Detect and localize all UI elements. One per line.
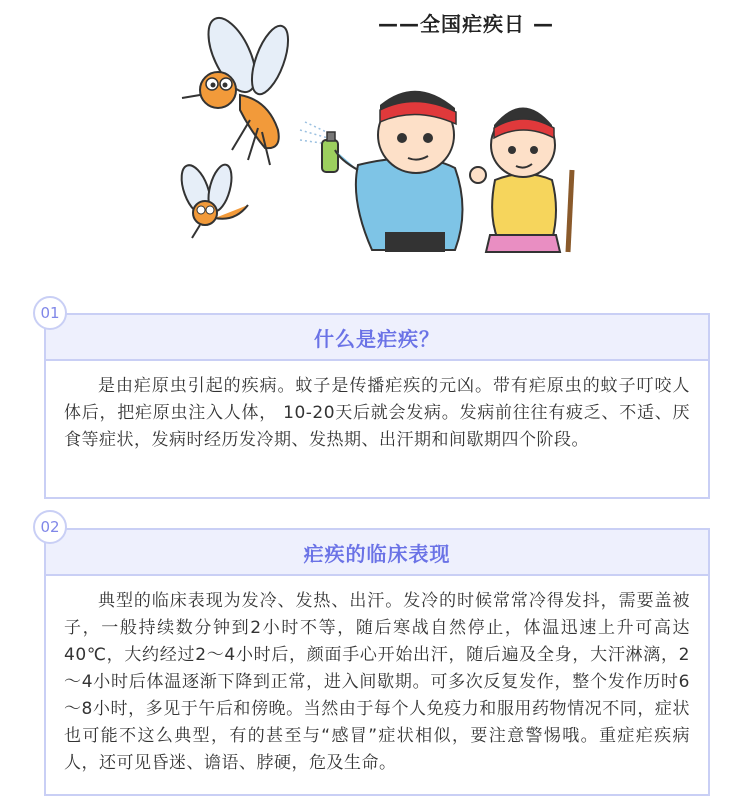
section-header [46, 530, 708, 576]
section-body: 是由疟原虫引起的疾病。蚊子是传播疟疾的元凶。带有疟原虫的蚊子叮咬人体后，把疟原虫注入人体， 10-20天后就会发病。发病前往往有疲乏、不适、厌食等症状，发病时经历发冷期、发热期、出汗期和间歇期四个阶段。 [64, 376, 690, 450]
hero-banner [0, 0, 738, 265]
small-mosquito-icon [176, 161, 248, 238]
hero-title: ——全国疟疾日 — [378, 12, 554, 36]
section-header [46, 315, 708, 361]
section-body: 典型的临床表现为发冷、发热、出汗。发冷的时候常常冷得发抖，需要盖被子，一般持续数分钟到2小时不等，随后寒战自然停止，体温迅速上升可高达40℃，大约经过2～4小时后，颜面手心开始出汗，随后遍及全身，大汗淋漓，2～4小时后体温逐渐下降到正常，进入间歇期。可多次反复发作，整个发作历时6～8小时，多见于午后和傍晚。当然由于每个人免疫力和服用药物情况不同，症状也可能不这么典型，有的甚至与“感冒”症状相似，要注意警惕哦。重症疟疾病人，还可见昏迷、谵语、脖硬，危及生命。 [64, 591, 690, 773]
section-title: 什么是疟疾？ [314, 326, 440, 351]
section-title: 疟疾的临床表现 [303, 541, 451, 566]
hero-illustration [0, 0, 738, 265]
section-card-what-is-malaria [44, 313, 710, 499]
boy-character [335, 91, 463, 252]
girl-character [470, 108, 572, 253]
spray-icon [300, 122, 338, 172]
mosquito-icon [182, 11, 295, 165]
section-number-badge: 01 [33, 296, 67, 330]
section-card-clinical-symptoms [44, 528, 710, 796]
section-number-badge: 02 [33, 510, 67, 544]
